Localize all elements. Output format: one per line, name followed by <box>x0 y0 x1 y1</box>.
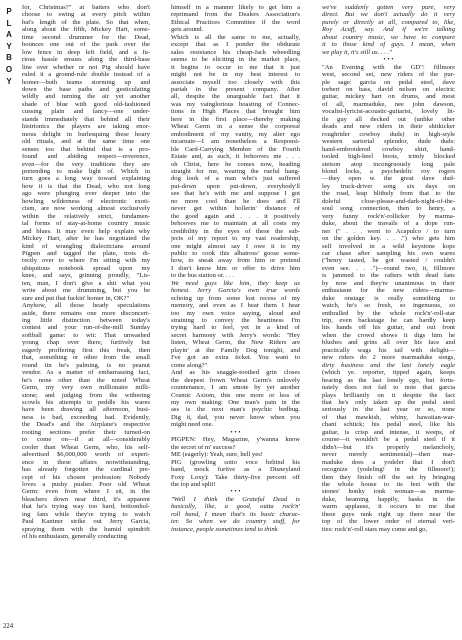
text-line: playin' at the Family Dog tonight, and <box>171 346 300 354</box>
text-line: ties: rock'n'-roll stars may come and go, <box>322 525 428 533</box>
text-line: that he's only taken up the pedal steel <box>322 399 455 407</box>
text-line: Dig it, dad, you never know when you <box>171 413 300 421</box>
text-line: guitar, mickey hart on drums, and most <box>322 93 455 101</box>
text-line: round tin he's palming, is no peanut <box>22 361 150 369</box>
text-line: down the base paths and gesticulating <box>22 85 150 93</box>
text-line: listen, Wheat Germ, the New Riders are <box>171 339 300 347</box>
text-line: himself in a manner likely to get him a <box>171 4 300 11</box>
text-line: stone; and judging from the withering <box>22 391 150 399</box>
text-line: Paul Kantner strike out Jerry Garcia, <box>22 518 150 526</box>
text-line: scowls his attempts to peddle his wares <box>22 399 150 407</box>
text-line: enthralled by the whole rock'n'-roll-star <box>322 309 455 317</box>
section-break: • • • <box>230 428 241 436</box>
text-line: it begins to occur to me that it just <box>171 63 300 71</box>
text-line: course—it wouldn't be a pedal steel if it <box>322 436 455 444</box>
text-line: PIG (growling sotto voce behind his <box>171 458 300 466</box>
page-number: 224 <box>3 623 14 630</box>
text-line: never get within hollerin' distance of <box>171 205 300 213</box>
text-line: stetson atop incongruously long pale <box>322 160 455 168</box>
text-line: the road, leap blithely from that to the <box>322 190 455 198</box>
text-line: ten, man, I don't give a shit what you <box>22 279 150 287</box>
text-line: line over whether or not Pig should have <box>22 63 150 71</box>
text-line: dirty business and the last lonely eagle <box>322 361 455 369</box>
text-line: low fence in deep left field, and a fu- <box>22 48 150 56</box>
text-line: too my own voice saying, aloud and <box>171 309 300 317</box>
text-line: write about me drumming, but you be <box>22 287 150 295</box>
text-line: the secret of m' success? <box>171 443 236 451</box>
text-line: the top and split! <box>171 481 216 488</box>
section-break: • • • <box>230 488 241 496</box>
text-line: of all, marmaduke, nee john dawson, <box>322 100 455 108</box>
text-line: homer—both teams storming up and <box>22 78 150 86</box>
text-line: new riders do 2 more marmaduke songs, <box>322 354 455 362</box>
text-line: Foxy Loxy): Take thirty-five percent off <box>171 473 300 481</box>
text-line: the whole house to its feet with the <box>322 481 455 488</box>
text-line: ubiquitous notebook spread upon my <box>22 264 150 272</box>
text-line: put-down upon put-down, everybody'll <box>171 182 300 190</box>
text-line: trip, even backstage he can hardly keep <box>322 317 455 325</box>
text-line: west, second set, new riders of the pur- <box>322 71 455 79</box>
text-line: Mickey Hart, after he has negotiated the <box>22 235 150 243</box>
section-break: • • • <box>383 56 394 64</box>
text-line: along about the fifth, Mickey Hart, some- <box>22 26 150 34</box>
text-line: blond locks, a psychedelic roy rogers <box>322 167 455 175</box>
text-line: bleachers down near third, it's apparent <box>22 495 150 503</box>
text-line: ing little distinction between today's <box>22 317 150 325</box>
text-line: Cosmic Axiom, this one more or less of <box>171 391 300 399</box>
text-line: Pigpen and tagged the plate, trots di- <box>22 249 150 257</box>
text-line: countenance, I am smote by yet another <box>171 384 300 392</box>
text-line: my own making: One man's pain in the <box>171 399 300 407</box>
text-line: these guys rank right up there near the <box>322 510 455 518</box>
text-line: spraying them with the humid spindrift <box>22 525 150 533</box>
text-line: rious hassle ensues along the third-base <box>22 56 150 64</box>
text-line: eagerly proffering first this freak, then <box>22 346 150 354</box>
text-line: torbert on bass, david nelson on electric <box>322 85 455 93</box>
text-line: come along?" <box>171 361 208 369</box>
text-line: ("henry tasted, he got wasted / couldn't <box>322 257 455 265</box>
text-line: ter. So when we do country stuff, for <box>171 518 300 526</box>
text-line: one might almost say I owe it to my <box>171 242 300 250</box>
text-line: trying hard to feel, yet in a kind of <box>171 324 300 332</box>
text-line: embodiment of my vanity, my alter ego <box>171 130 300 138</box>
text-line: warm applause, it occurs to me that <box>322 503 455 511</box>
text-line: found and abiding respect—reverence, <box>22 153 150 161</box>
text-line: softball game: to wit: That unwashed <box>22 331 150 339</box>
text-line: basically, like, a good, outta rock'n' <box>171 503 300 511</box>
text-line: direct. But we don't actually do it very <box>322 11 455 19</box>
text-line: he's none other than the noted Wheat <box>22 376 150 384</box>
text-line: ley truck-driver song six days on <box>322 182 455 190</box>
text-line: duke, beaming happily, basks in the <box>322 495 455 503</box>
text-line: incarnate—I am nonetheless a Responsi- <box>171 138 300 146</box>
text-line: his hands off his guitar, and out front <box>322 324 455 332</box>
text-line: memory, and even as I hear them I hear <box>171 302 300 310</box>
text-line: cept of his chosen profession: Nobody <box>22 473 150 481</box>
text-column-1 <box>22 4 150 636</box>
text-line: secret harmony with Jerry's words: "Hey <box>171 331 300 339</box>
text-line: "An Evening with the GD": fillmore <box>322 63 455 71</box>
text-line: Ethical Practices Committee if the word <box>171 18 300 26</box>
text-line: loves a pushy pusher. Poor old Wheat <box>22 481 150 488</box>
text-line: practically wags his tail with delight— <box>322 346 455 354</box>
text-line: here in the first place—thereby making <box>171 115 300 123</box>
text-line: all, despite the unarguable fact that it <box>171 93 300 101</box>
text-line: instance, people sometimes tend to think <box>171 525 278 533</box>
text-column-3 <box>322 4 455 636</box>
text-line: histrionics the players are taking enor- <box>22 123 150 131</box>
text-line: Germ: even from where I sit, in the <box>22 488 150 496</box>
text-line: purely or directly at all, compared to, like, <box>322 18 455 26</box>
text-line: straining to convey the heartiness I'm <box>171 317 300 325</box>
text-line: advertised $6,000,000 worth of experi- <box>22 451 150 459</box>
text-line: howling wilderness of electronic exoti- <box>22 197 150 205</box>
text-line: mous delight in burlesquing these hoary <box>22 130 150 138</box>
text-line: of that mawkish, whiny, hawaiian-war- <box>322 413 455 421</box>
text-line: knee, and says, grinning proudly, "Lis- <box>22 272 150 280</box>
text-line: the deepest frown Wheat Germ's unlovely <box>171 376 300 384</box>
text-line: ple sage: garcia on pedal steel, dave <box>322 78 455 86</box>
text-line: turn goes a long way toward explaining <box>22 175 150 183</box>
text-line: of his enthusiasm, generally conducting <box>22 533 127 541</box>
text-line: doleful close-please-and-dark-night-of-the- <box>322 197 455 205</box>
text-line: we play it, it's still us. . . ." <box>322 48 392 56</box>
text-line: And as his snaggle-toothed grin closes <box>171 369 300 377</box>
text-line: Which is all the same to me, actually, <box>171 33 300 41</box>
text-line: gets around. <box>171 26 204 34</box>
text-line: Roy Acuff, say. And if we're talking <box>322 26 455 34</box>
text-column-2 <box>171 4 300 636</box>
text-line: that, something or other from the small <box>22 354 150 362</box>
text-line: Estate and, as such, it behooves me . . . <box>171 153 300 161</box>
text-line: echoing up from some lost recess of my <box>171 294 300 302</box>
text-line: seriously in the last year or so, none <box>322 406 455 414</box>
text-line: even—for the very traditions they are <box>22 160 150 168</box>
text-line: within the relatively strict, fundamen- <box>22 212 150 220</box>
text-line: time second drummer for the Dead, <box>22 33 150 41</box>
text-line: tal forms of stay-at-home country music <box>22 220 150 228</box>
text-line: and blues. It may even help explain why <box>22 227 150 235</box>
text-line: tle guy all decked out (unlike other <box>322 115 455 123</box>
text-line: Wheat Germ in a sense the corporeal <box>171 123 300 131</box>
text-line: sales resistance his cheap-Jack wheedling <box>171 48 300 56</box>
text-line: ence in these affairs notwithstanding, <box>22 458 150 466</box>
text-line: ass is the next man's psychic bedbug. <box>171 406 300 414</box>
text-line: by now and they're unanimous in their <box>322 279 455 287</box>
text-line: stands immediately that behind all their <box>22 115 150 123</box>
text-line: shade of blue with good old-fashioned <box>22 100 150 108</box>
text-line: except that as I ponder the obdurate <box>171 41 300 49</box>
text-line: soul song connection, then to henry, a <box>322 205 455 213</box>
text-line: it to those kind of guys. I mean, when <box>322 41 455 49</box>
text-line: blushes and grins all over his face and <box>322 339 455 347</box>
text-line: choose to swing at every pitch within <box>22 11 150 19</box>
text-line: ago were plunging ever deeper into the <box>22 190 150 198</box>
text-line: ME (eagerly): Yeah, sure, hell yes! <box>171 451 263 459</box>
text-line: guitar, is crisp and intense, it weeps, of <box>322 428 455 436</box>
text-line: then they finish off the set by bringing <box>322 473 455 481</box>
text-line: roll band, I mean that's its basic charac- <box>171 510 300 518</box>
text-line: have been drawing all afternoon, busi- <box>22 406 150 414</box>
text-line: PIGPEN: Hey, Magazine, y'wanna know <box>171 436 300 444</box>
text-line: tooled high-heel boots, trimly blocked <box>322 153 455 161</box>
text-line: straight for me, wearing the rueful hang- <box>171 167 300 175</box>
text-line: I don't know him or offer to drive him <box>171 264 300 272</box>
text-line: stones' honky tonk woman—as marma- <box>322 488 455 496</box>
text-line: rectly over to where I'm sitting with my <box>22 257 150 265</box>
text-line: that he's trying way too hard, bottomhol- <box>22 503 150 511</box>
running-head: P L A Y B O Y <box>5 7 13 86</box>
text-line: see that he's with me and suppose I got <box>171 190 300 198</box>
text-line: ing fans while they're trying to watch <box>22 510 150 518</box>
text-line: cooler than Wheat Germ, who, his self- <box>22 443 150 451</box>
text-line: jects of my report to my vast readership, <box>171 235 300 243</box>
text-line: deads and new riders in their shitkicker <box>322 123 455 131</box>
text-line: ner (" . . . went to Acapulco / to turn <box>322 227 455 235</box>
text-line: enthusiasm for the new riders—marma- <box>322 287 455 295</box>
text-line: to come on—if at all—considerably <box>22 436 150 444</box>
text-line: on the golden key. . . .") who gets him <box>322 235 455 243</box>
text-line: cussing plain and fancy—one under- <box>22 108 150 116</box>
text-line: might need one. <box>171 421 214 429</box>
text-line: nately does not fail to note that garcia <box>322 384 455 392</box>
text-line: reprimand from the Dealers Association's <box>171 11 300 19</box>
text-line: to the bus station or. . . . <box>171 272 235 280</box>
text-line: kind of wrangling dialecticians around <box>22 242 150 250</box>
text-line: pariah in the present company. After <box>171 85 300 93</box>
text-line: old rituals, and at the same time one <box>22 138 150 146</box>
text-line: plays brilliantly on it despite the fact <box>322 391 455 399</box>
text-line: We need guys like him, they keep us <box>171 279 300 287</box>
text-line: never merely sentimental)—then mar- <box>322 451 455 459</box>
text-line: might not be in my best interest to <box>171 71 300 79</box>
text-line: maduke does a yodeler that I don't <box>322 458 455 466</box>
text-line: duke, about the travails of a dope run- <box>322 220 455 228</box>
text-line: for, Christmas?" at batters who don't <box>22 4 150 11</box>
text-line: very funny rock'n'-rollicker by marma- <box>322 212 455 220</box>
text-line: when the crowd shows it digs him he <box>322 331 455 339</box>
text-line: rooting sections prefer their turned-on <box>22 428 150 436</box>
text-line: Germ, my very own millionaire milli- <box>22 384 150 392</box>
text-line: no more cool than he does and I'll <box>171 197 300 205</box>
text-line: about country music, we have to compare <box>322 33 455 41</box>
text-line: vendor. As a matter of embarrassing fact, <box>22 369 150 377</box>
text-line: was my vainglorious boasting of Connec- <box>171 100 300 108</box>
text-line: watch, he's so fresh, so ingenuous, so <box>322 302 455 310</box>
text-line: hand-embroidered cowboy shirt, hand- <box>322 145 455 153</box>
text-line: oh Christ, here he comes now, heading <box>171 160 300 168</box>
text-line: associate myself too closely with this <box>171 78 300 86</box>
text-line: young chap over there, furtively but <box>22 339 150 347</box>
text-line: hearing as the last lonely ego, but fortu- <box>322 376 455 384</box>
text-line: the good again and . . . it positively <box>171 212 300 220</box>
text-line: the Dead's and the Airplane's respective <box>22 421 150 429</box>
text-line: wildly and turning the air yet another <box>22 93 150 101</box>
text-line: top of the lower order of eternal veri- <box>322 518 455 526</box>
text-line: Anyhow, all those heady speculations <box>22 302 150 310</box>
text-line: bat's length of the plate. So that when, <box>22 18 150 26</box>
text-line: "Well I think the Grateful Dead is <box>171 495 300 503</box>
text-line: how, to sneak away from him or pretend <box>171 257 300 265</box>
text-line: (which ye. reporter, tipped again, keeps <box>322 369 455 377</box>
text-line: is jammed to the rafters with dead fans <box>322 272 455 280</box>
text-line: —they open w. the great dave dud- <box>322 175 455 183</box>
text-line: hand, mock furtive as a Disneyland <box>171 466 300 474</box>
text-line: roughrider cowboy duds) in high-style <box>322 130 455 138</box>
text-line: western sartorial splendor, dude duds: <box>322 138 455 146</box>
text-line: pretending to make light of. Which in <box>22 167 150 175</box>
text-line: ness is bad, exceeding bad. Evidently, <box>22 413 150 421</box>
text-line: has already forgotten the cardinal pre- <box>22 466 150 474</box>
text-line: duke onstage is really something to <box>322 294 455 302</box>
text-line: behooves me to maintain at all costs my <box>171 220 300 228</box>
text-line: car chase after sampling his own wares <box>322 249 455 257</box>
text-line: even see. . . .")—round two, it, fillmore <box>322 264 455 272</box>
text-line: ruled it a ground-rule double instead of a <box>22 71 150 79</box>
text-line: sure and put that fuckin' homer in, OK?" <box>22 294 130 302</box>
text-line: bounces one out of the park over the <box>22 41 150 49</box>
text-line: contest and your run-of-the-mill Sunday <box>22 324 150 332</box>
text-line: public to cook this albatross' goose some- <box>171 249 300 257</box>
text-line: cism, are now working almost exclusively <box>22 205 150 213</box>
text-line: how it is that the Dead, who not long <box>22 182 150 190</box>
text-line: I've got an extra ticket. You want to <box>171 354 300 362</box>
text-line: seems to be eliciting in the market place, <box>171 56 300 64</box>
text-line: didn't—but it's properly melancholy, <box>322 443 455 451</box>
text-line: recognize (yodeling! in the fillmore!); <box>322 466 455 474</box>
text-line: honest. Jerry Garcia's own true words <box>171 287 300 295</box>
text-line: chant schtick; his pedal steel, like his <box>322 421 455 429</box>
text-line: dog look of a man who's just suffered <box>171 175 300 183</box>
text-line: self involved in a wild keystone kops <box>322 242 455 250</box>
text-line: we've suddenly gotten very pure, very <box>322 4 455 11</box>
text-line: credibility in the eyes of these the sub- <box>171 227 300 235</box>
text-line: vocalist-lyricist-acoustic-guitarist, lovely lit- <box>322 108 455 116</box>
text-line: ble Card-Carrying Member of the Fourth <box>171 145 300 153</box>
text-line: tions in High Places that brought him <box>171 108 300 116</box>
text-line: aside, there remains one more disconcert- <box>22 309 150 317</box>
text-line: senses too that behind that is a pro- <box>22 145 150 153</box>
